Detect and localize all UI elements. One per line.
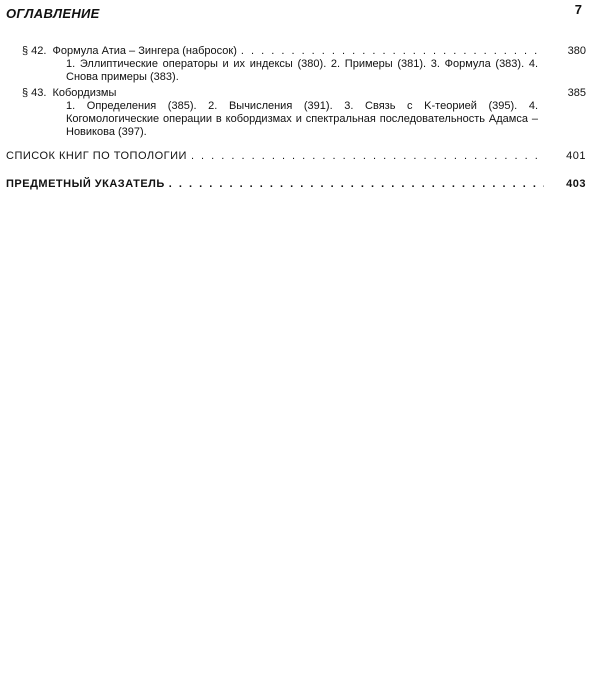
entry-title: ПРЕДМЕТНЫЙ УКАЗАТЕЛЬ: [6, 178, 165, 190]
toc-entry-subject-index: [6, 177, 586, 191]
leader-dots: [241, 44, 544, 58]
page-number: 7: [574, 2, 582, 17]
section-number: § 42.: [22, 45, 47, 57]
running-head: ОГЛАВЛЕНИЕ: [6, 6, 100, 21]
toc-entry-bibliography: [6, 149, 586, 163]
toc-entry-line: [22, 44, 586, 58]
subsections-text: 1. Определения (385). 2. Вычисления (391). 3. Связь с K-теорией (395). 4. Когомологические операции в кобордизмах и спектральная последовательность Адамса – Новикова (397).: [66, 100, 538, 138]
leader-dots: [191, 149, 544, 163]
entry-page-ref: 403: [566, 178, 586, 190]
section-title: Кобордизмы: [52, 87, 117, 99]
entry-title: СПИСОК КНИГ ПО ТОПОЛОГИИ: [6, 150, 187, 162]
section-page-ref: 380: [567, 45, 586, 57]
leader-dots: [169, 177, 544, 191]
section-title: Формула Атиа – Зингера (набросок): [52, 45, 237, 57]
toc-entry-section-42: [0, 44, 596, 84]
subsections-text: 1. Эллиптические операторы и их индексы (380). 2. Примеры (381). 3. Формула (383). 4. Снова примеры (383).: [66, 58, 538, 83]
toc-entry-line: [22, 86, 586, 100]
section-page-ref: 385: [567, 87, 586, 99]
entry-page-ref: 401: [566, 150, 586, 162]
table-of-contents: [0, 44, 596, 191]
section-number: § 43.: [22, 87, 47, 99]
toc-entry-section-43: [0, 86, 596, 139]
